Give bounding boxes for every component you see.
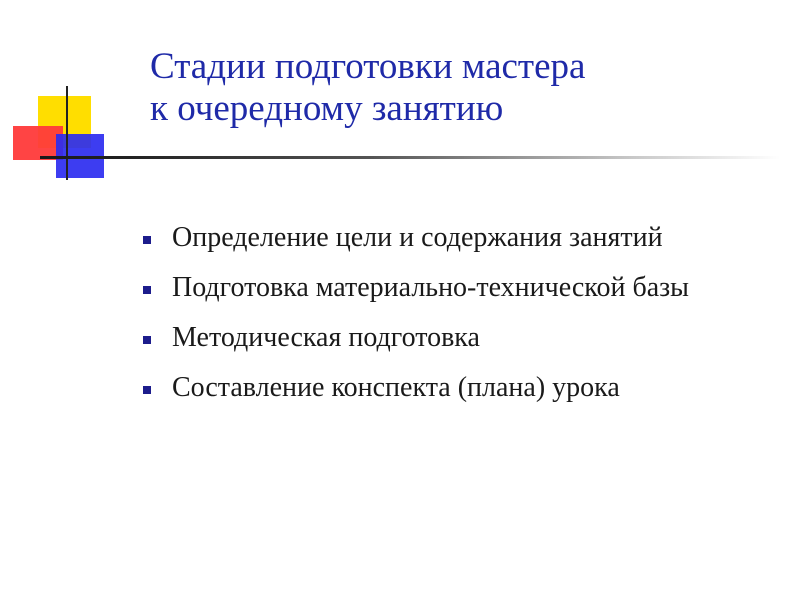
vertical-divider-line <box>66 86 68 180</box>
bullet-item <box>136 368 756 408</box>
slide-title <box>150 46 770 130</box>
bullet-text: Подготовка материально-технической базы <box>172 272 689 303</box>
square-bullet-icon <box>143 236 151 244</box>
square-bullet-icon <box>143 336 151 344</box>
bullet-item <box>136 318 756 358</box>
title-separator-line <box>40 156 780 159</box>
slide-title-line-1: Стадии подготовки мастера <box>150 46 586 87</box>
bullet-text: Методическая подготовка <box>172 322 480 353</box>
bullet-item <box>136 218 756 258</box>
square-bullet-icon <box>143 286 151 294</box>
bullet-item <box>136 268 756 308</box>
square-bullet-icon <box>143 386 151 394</box>
bullet-text: Определение цели и содержания занятий <box>172 222 663 253</box>
colored-squares-logo <box>0 0 120 190</box>
slide-title-line-2: к очередному занятию <box>150 88 504 129</box>
bullet-text: Составление конспекта (плана) урока <box>172 372 620 403</box>
bullet-list <box>136 218 756 418</box>
